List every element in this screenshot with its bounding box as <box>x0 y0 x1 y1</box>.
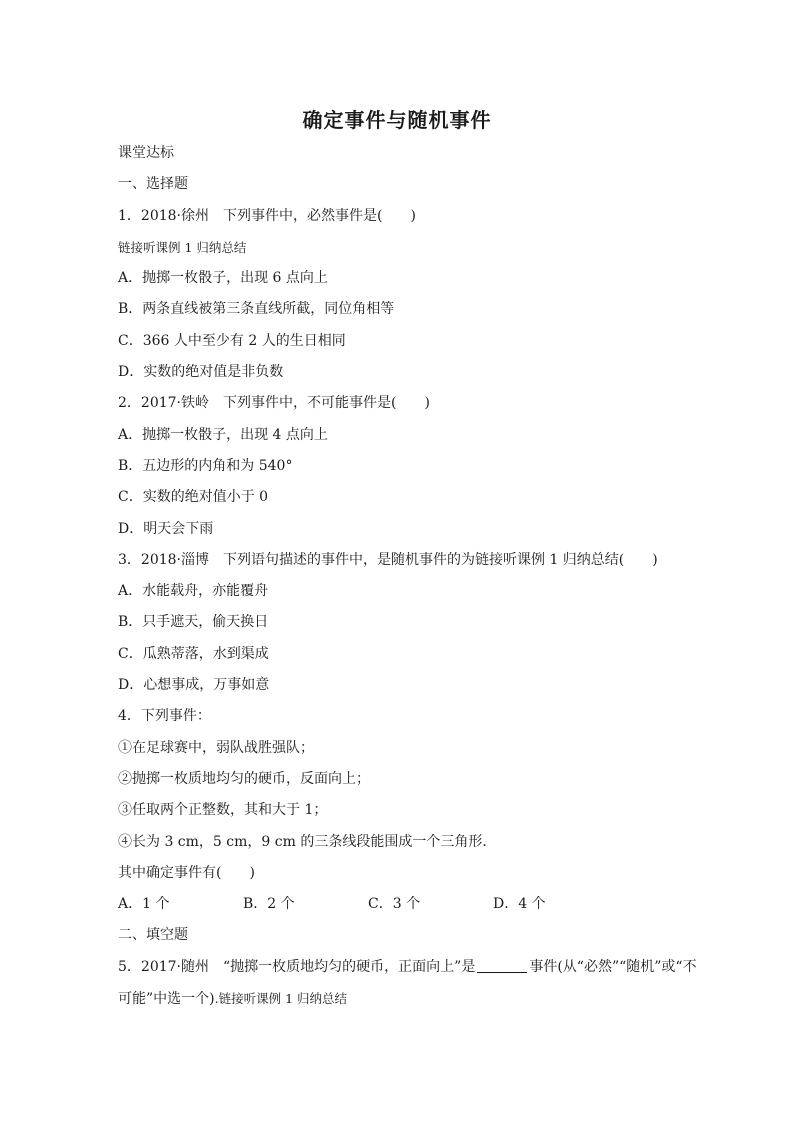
section-label: 课堂达标 <box>118 145 174 161</box>
part-heading-choice: 一、选择题 <box>118 176 188 193</box>
question-4-options <box>118 889 678 920</box>
question-2-stem: 下列事件中，不可能事件是( ) <box>223 395 430 412</box>
question-4-option-a: A．1 个 <box>118 896 170 913</box>
question-4-item-2: ②抛掷一枚质地均匀的硬币，反面向上； <box>118 770 370 787</box>
question-3-option-b: B．只手遮天，偷天换日 <box>118 614 269 631</box>
question-2 <box>118 388 678 419</box>
question-1-stem: 下列事件中，必然事件是( ) <box>223 207 416 224</box>
question-1-option-c: C．366 人中至少有 2 人的生日相同 <box>118 332 346 349</box>
content <box>118 138 697 1014</box>
question-1-link: 链接听课例 1 归纳总结 <box>118 239 247 255</box>
question-4-prompt: 其中确定事件有( ) <box>118 864 255 881</box>
question-2-source: 2．2017·铁岭 <box>118 395 209 412</box>
question-1-option-b: B．两条直线被第三条直线所截，同位角相等 <box>118 301 395 318</box>
question-3 <box>118 545 678 576</box>
question-4-item-3: ③任取两个正整数，其和大于 1； <box>118 802 328 819</box>
question-3-source: 3．2018·淄博 <box>118 551 209 568</box>
question-5-continued <box>118 983 678 1014</box>
question-5 <box>118 952 697 983</box>
question-3-option-a: A．水能载舟，亦能覆舟 <box>118 583 269 600</box>
question-4-option-c: C．3 个 <box>368 896 421 913</box>
page-title: 确定事件与随机事件 <box>302 108 492 132</box>
answer-blank[interactable] <box>477 958 527 973</box>
question-2-option-a: A．抛掷一枚骰子，出现 4 点向上 <box>118 426 328 443</box>
question-4: 4．下列事件： <box>118 708 211 725</box>
question-1-source: 1．2018·徐州 <box>118 207 209 224</box>
question-5-stem-b: 事件(从“必然”“随机”或“不 <box>529 958 697 975</box>
question-1 <box>118 201 678 232</box>
question-4-item-4: ④长为 3 cm，5 cm，9 cm 的三条线段能围成一个三角形． <box>118 833 497 850</box>
question-2-option-c: C．实数的绝对值小于 0 <box>118 489 269 506</box>
question-1-option-d: D．实数的绝对值是非负数 <box>118 364 284 381</box>
question-3-option-c: C．瓜熟蒂落，水到渠成 <box>118 645 269 662</box>
question-4-option-d: D．4 个 <box>493 896 546 913</box>
question-2-option-b: B．五边形的内角和为 540° <box>118 457 293 474</box>
question-3-option-d: D．心想事成，万事如意 <box>118 677 270 694</box>
question-4-item-1: ①在足球赛中，弱队战胜强队； <box>118 739 314 756</box>
question-5-link: .链接听课例 1 归纳总结 <box>214 991 347 1007</box>
question-1-option-a: A．抛掷一枚骰子，出现 6 点向上 <box>118 270 328 287</box>
part-heading-fill: 二、填空题 <box>118 927 188 944</box>
question-3-stem: 下列语句描述的事件中，是随机事件的为链接听课例 1 归纳总结( ) <box>223 551 658 568</box>
question-5-source: 5．2017·随州 <box>118 958 209 975</box>
question-4-option-b: B．2 个 <box>243 896 295 913</box>
question-5-stem-a: “抛掷一枚质地均匀的硬币，正面向上”是 <box>223 958 476 975</box>
question-5-stem-c: 可能”中选一个) <box>118 991 215 1008</box>
question-2-option-d: D．明天会下雨 <box>118 520 214 537</box>
